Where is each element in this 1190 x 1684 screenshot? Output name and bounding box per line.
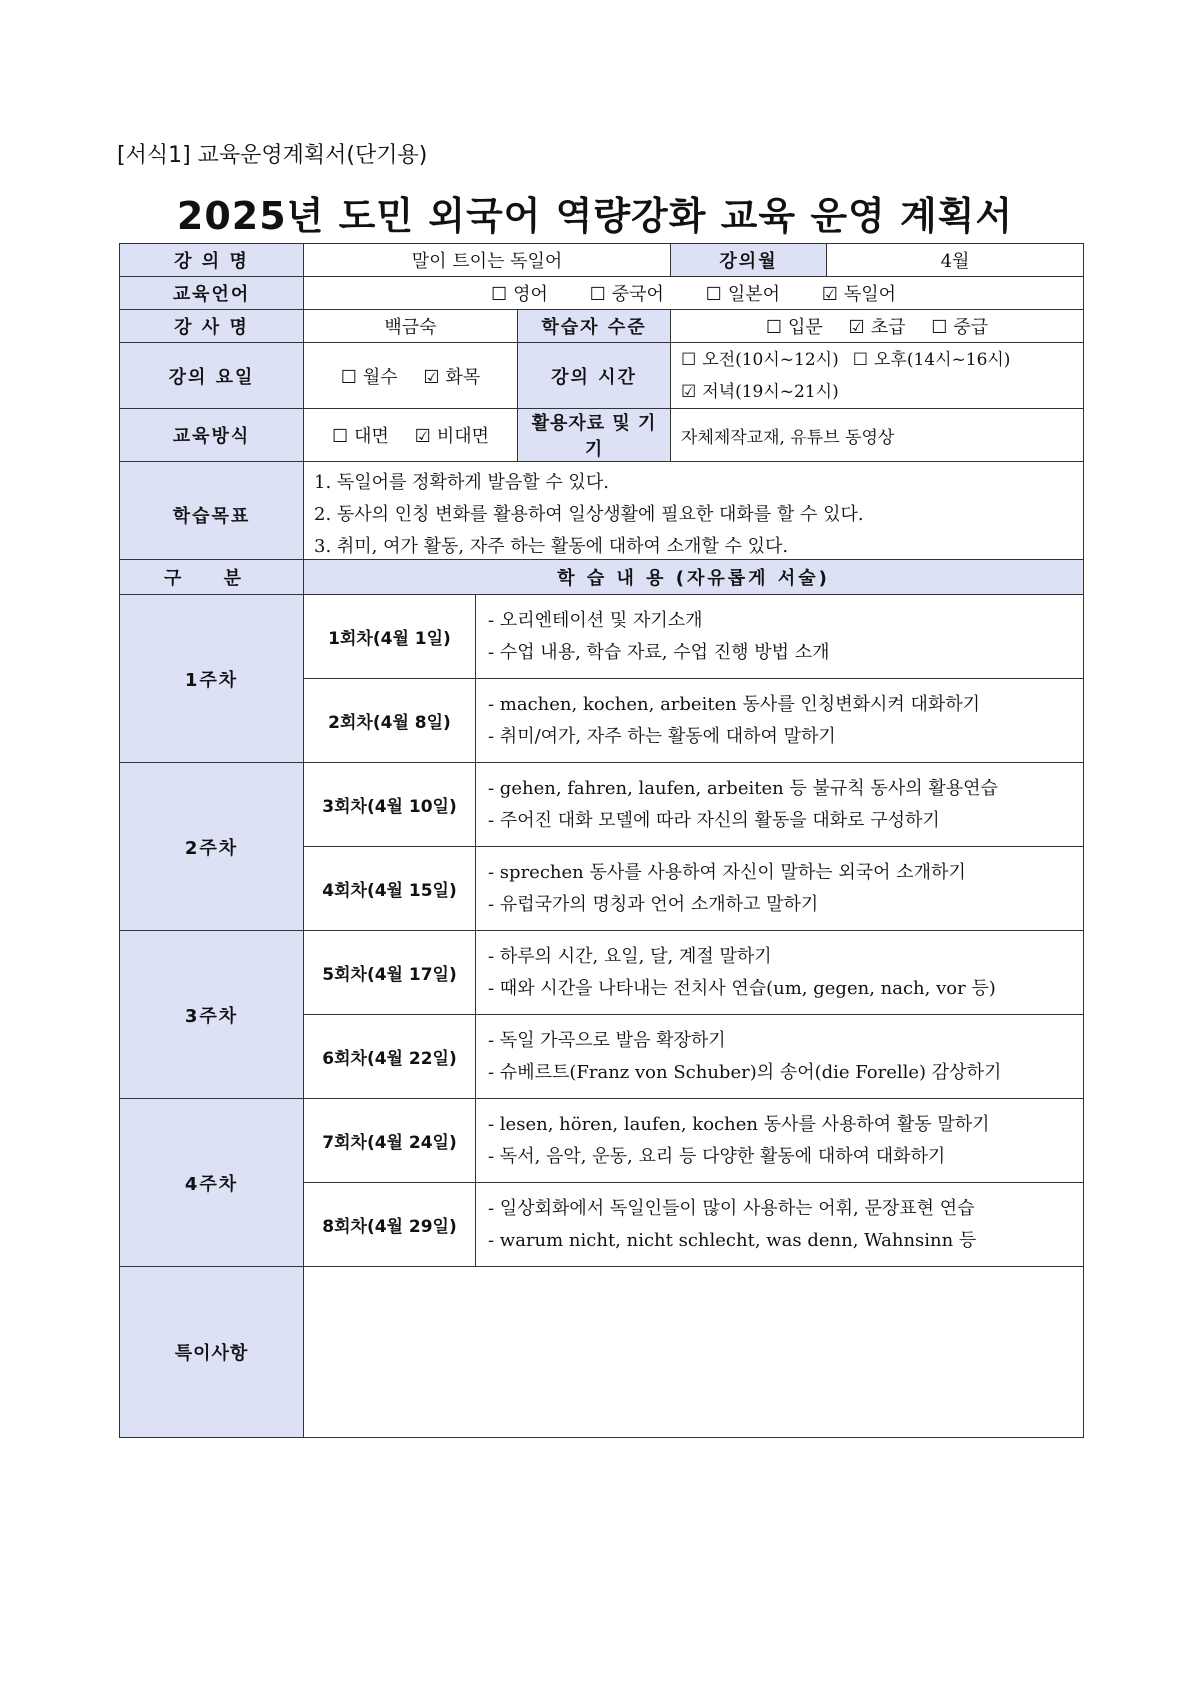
option-label: 화목 <box>445 366 481 388</box>
language-option-chinese[interactable] <box>590 280 664 306</box>
week-label: 1주차 <box>120 595 304 763</box>
materials-label: 활용자료 및 기기 <box>518 409 671 462</box>
option-label: 중급 <box>953 317 989 338</box>
checkbox: ☐ <box>765 317 783 338</box>
content-line: - lesen, hören, laufen, kochen 동사를 사용하여 활동 말하기 <box>488 1113 990 1135</box>
checkbox: ☐ <box>681 349 697 370</box>
goal-item: 3. 취미, 여가 활동, 자주 하는 활동에 대하여 소개할 수 있다. <box>314 536 789 557</box>
day-option-tue-thu[interactable] <box>423 363 480 389</box>
method-label: 교육방식 <box>120 409 304 462</box>
option-label: 일본어 <box>727 284 780 305</box>
form-label: [서식1] 교육운영계획서(단기용) <box>117 143 428 168</box>
content-line: - 하루의 시간, 요일, 달, 계절 말하기 <box>488 945 772 967</box>
checkbox: ☐ <box>931 317 948 338</box>
method-option-in-person[interactable] <box>332 422 389 448</box>
checkbox: ☐ <box>332 426 349 447</box>
goal-item: 1. 독일어를 정확하게 발음할 수 있다. <box>314 472 609 493</box>
option-label: 오전(10시~12시) <box>702 349 839 370</box>
content-line: - 때와 시간을 나타내는 전치사 연습(um, gegen, nach, vor 등) <box>488 977 996 999</box>
option-label: 저녁(19시~21시) <box>702 381 839 402</box>
content-line: - 독일 가곡으로 발음 확장하기 <box>488 1029 726 1051</box>
session-label: 6회차(4월 22일) <box>304 1015 476 1099</box>
notes-field[interactable] <box>304 1267 1084 1438</box>
option-label: 오후(14시~16시) <box>873 349 1011 370</box>
schedule-table <box>119 559 1084 1438</box>
month-label: 강의월 <box>671 244 827 277</box>
info-table <box>119 243 1084 569</box>
time-label: 강의 시간 <box>518 343 671 409</box>
level-option-intro[interactable] <box>766 313 823 339</box>
option-label: 대면 <box>354 426 389 447</box>
course-name: 말이 트이는 독일어 <box>304 244 671 277</box>
level-option-intermediate[interactable] <box>931 313 988 339</box>
level-label: 학습자 수준 <box>518 310 671 343</box>
session-label: 2회차(4월 8일) <box>304 679 476 763</box>
checkbox: ☐ <box>705 284 722 305</box>
week-label: 3주차 <box>120 931 304 1099</box>
level-option-beginner[interactable] <box>849 313 906 339</box>
language-option-japanese[interactable] <box>706 280 780 306</box>
option-label: 초급 <box>870 317 906 338</box>
week-label: 4주차 <box>120 1099 304 1267</box>
instructor-label: 강 사 명 <box>120 310 304 343</box>
content-line: - 독서, 음악, 운동, 요리 등 다양한 활동에 대하여 대화하기 <box>488 1145 946 1167</box>
session-label: 7회차(4월 24일) <box>304 1099 476 1183</box>
level-options <box>671 310 1084 343</box>
page-title: 2025년 도민 외국어 역량강화 교육 운영 계획서 <box>176 194 1014 238</box>
days-label: 강의 요일 <box>120 343 304 409</box>
goals-list <box>304 462 1084 569</box>
option-label: 입문 <box>788 317 823 338</box>
session-label: 4회차(4월 15일) <box>304 847 476 931</box>
checkbox: ☑ <box>821 284 838 305</box>
day-options <box>304 343 518 409</box>
language-options <box>304 277 1084 310</box>
time-option-evening[interactable] <box>681 382 839 402</box>
option-label: 월수 <box>362 366 398 388</box>
checkbox: ☑ <box>848 317 865 338</box>
language-label: 교육언어 <box>120 277 304 310</box>
content-line: - 수업 내용, 학습 자료, 수업 진행 방법 소개 <box>488 641 830 663</box>
session-content <box>476 679 1084 763</box>
month-value: 4월 <box>827 244 1084 277</box>
session-label: 8회차(4월 29일) <box>304 1183 476 1267</box>
session-content <box>476 763 1084 847</box>
content-header: 학 습 내 용 (자유롭게 서술) <box>304 560 1084 595</box>
content-line: - 오리엔테이션 및 자기소개 <box>488 609 703 631</box>
option-label: 영어 <box>513 284 548 305</box>
session-content <box>476 931 1084 1015</box>
content-line: - 주어진 대화 모델에 따라 자신의 활동을 대화로 구성하기 <box>488 809 940 831</box>
content-line: - gehen, fahren, laufen, arbeiten 등 불규칙 동사의 활용연습 <box>488 777 998 799</box>
content-line: - 유럽국가의 명칭과 언어 소개하고 말하기 <box>488 893 819 915</box>
notes-label: 특이사항 <box>120 1267 304 1438</box>
instructor-name: 백금숙 <box>304 310 518 343</box>
option-label: 비대면 <box>436 426 489 447</box>
materials-value: 자체제작교재, 유튜브 동영상 <box>671 409 1084 462</box>
checkbox: ☑ <box>423 366 440 388</box>
language-option-german[interactable] <box>822 280 896 306</box>
method-option-online[interactable] <box>415 422 489 448</box>
checkbox: ☑ <box>414 426 431 447</box>
content-line: - 슈베르트(Franz von Schuber)의 송어(die Forelle) 감상하기 <box>488 1061 1002 1083</box>
session-content <box>476 847 1084 931</box>
content-line: - 취미/여가, 자주 하는 활동에 대하여 말하기 <box>488 725 836 747</box>
course-name-label: 강 의 명 <box>120 244 304 277</box>
time-option-morning[interactable] <box>681 350 839 370</box>
day-option-mon-wed[interactable] <box>341 363 398 389</box>
session-content <box>476 595 1084 679</box>
method-options <box>304 409 518 462</box>
time-option-afternoon[interactable] <box>853 350 1011 370</box>
session-content <box>476 1099 1084 1183</box>
option-label: 중국어 <box>611 284 664 305</box>
session-content <box>476 1015 1084 1099</box>
goals-label: 학습목표 <box>120 462 304 569</box>
division-header: 구 분 <box>120 560 304 595</box>
session-label: 3회차(4월 10일) <box>304 763 476 847</box>
session-label: 5회차(4월 17일) <box>304 931 476 1015</box>
checkbox: ☐ <box>490 284 508 305</box>
goal-item: 2. 동사의 인칭 변화를 활용하여 일상생활에 필요한 대화를 할 수 있다. <box>314 504 864 525</box>
checkbox: ☑ <box>681 381 697 402</box>
option-label: 독일어 <box>843 284 897 305</box>
checkbox: ☐ <box>340 366 357 388</box>
session-content <box>476 1183 1084 1267</box>
content-line: - 일상회화에서 독일인들이 많이 사용하는 어휘, 문장표현 연습 <box>488 1197 975 1219</box>
language-option-english[interactable] <box>491 280 548 306</box>
week-label: 2주차 <box>120 763 304 931</box>
content-line: - warum nicht, nicht schlecht, was denn, Wahnsinn 등 <box>488 1229 977 1251</box>
content-line: - sprechen 동사를 사용하여 자신이 말하는 외국어 소개하기 <box>488 861 966 883</box>
content-line: - machen, kochen, arbeiten 동사를 인칭변화시켜 대화하기 <box>488 693 981 715</box>
checkbox: ☐ <box>852 349 868 370</box>
checkbox: ☐ <box>589 284 606 305</box>
session-label: 1회차(4월 1일) <box>304 595 476 679</box>
time-options <box>671 343 1084 409</box>
